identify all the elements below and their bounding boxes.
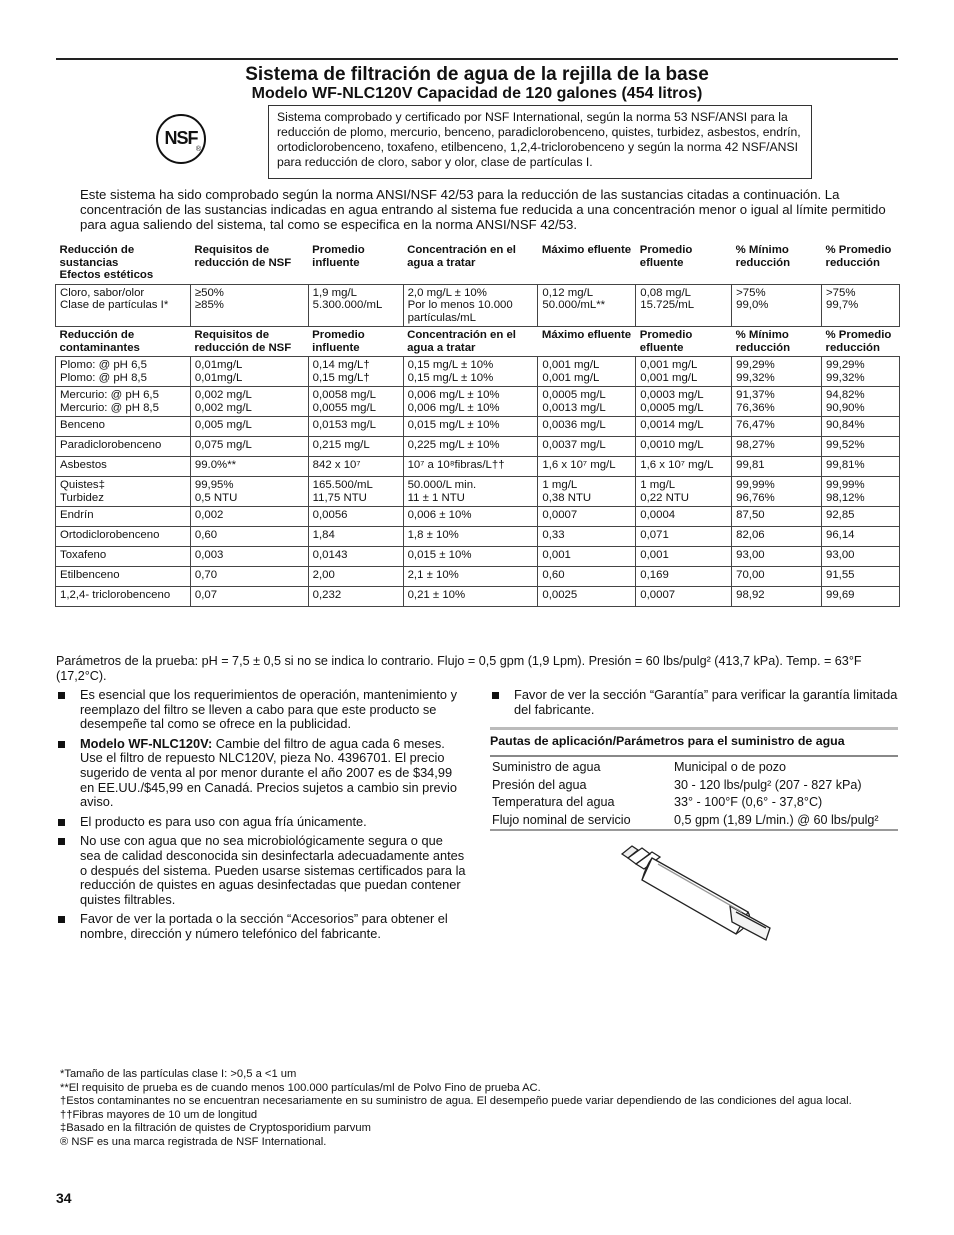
table-cell: 0,0005 mg/L 0,0013 mg/L xyxy=(538,387,636,417)
table-cell: 0,0025 xyxy=(538,587,636,607)
list-item: Modelo WF-NLC120V: Cambie del filtro de agua cada 6 meses. Use el filtro de repuesto NLC120V, pieza No. 4396701. El precio sugerido de venta al por menor durante el año 2007 es de $34,99 en EE.UU./$45,99 en Canadá. Precios sujetos a cambio sin previo aviso. xyxy=(56,737,466,810)
footnote: ††Fibras mayores de 10 um de longitud xyxy=(60,1108,258,1121)
table-cell: 0,08 mg/L 15.725/mL xyxy=(636,284,732,327)
table-cell: 1 mg/L 0,38 NTU xyxy=(538,477,636,507)
table-row xyxy=(490,777,881,795)
table-cell: 0,002 mg/L 0,002 mg/L xyxy=(190,387,308,417)
table-cell: ≥50% ≥85% xyxy=(190,284,308,327)
table-cell: 99.0%** xyxy=(190,457,308,477)
table-cell: 0,0003 mg/L 0,0005 mg/L xyxy=(636,387,732,417)
table-cell: 1,9 mg/L 5.300.000/mL xyxy=(308,284,403,327)
table-cell: 0,0153 mg/L xyxy=(308,417,403,437)
table-cell: 87,50 xyxy=(732,507,822,527)
table-cell: 2,00 xyxy=(308,567,403,587)
table-cell: 0,015 ± 10% xyxy=(403,547,538,567)
table-cell: 76,47% xyxy=(732,417,822,437)
table-cell: % Mínimo reducción xyxy=(735,329,791,354)
table-cell: 0,006 mg/L ± 10% 0,006 mg/L ± 10% xyxy=(403,387,538,417)
table-cell: 96,14 xyxy=(822,527,900,547)
table-cell: Benceno xyxy=(56,417,191,437)
table-cell: Plomo: @ pH 6,5 Plomo: @ pH 8,5 xyxy=(56,357,191,387)
table-cell: Ortodiclorobenceno xyxy=(56,527,191,547)
table-cell: 93,00 xyxy=(732,547,822,567)
application-heading: Pautas de aplicación/Parámetros para el suministro de agua xyxy=(490,727,898,748)
table-cell: 0,071 xyxy=(636,527,732,547)
bullet-square-icon xyxy=(58,741,65,748)
table-cell: 1,8 ± 10% xyxy=(403,527,538,547)
table-cell: Promedio efluente xyxy=(639,244,693,269)
table-cell: Endrín xyxy=(56,507,191,527)
nsf-logo: NSF ® xyxy=(156,114,206,164)
list-item: No use con agua que no sea microbiológicamente segura o que sea de calidad desconocida sin desinfectarla adecuadamente antes o después del sistema. Pueden usarse sistemas certificados para la reducción de quistes en aguas desinfectadas que puedan contener quistes filtrables. xyxy=(56,834,466,907)
table-cell: 0,0036 mg/L xyxy=(538,417,636,437)
table-cell: 98,27% xyxy=(732,437,822,457)
table-cell: 0,0007 xyxy=(538,507,636,527)
table-cell: 0,5 gpm (1,89 L/min.) @ 60 lbs/pulg² xyxy=(674,812,879,827)
table-cell: 0,21 ± 10% xyxy=(403,587,538,607)
page-number: 34 xyxy=(56,1190,72,1206)
table-cell: Toxafeno xyxy=(56,547,191,567)
table-row xyxy=(56,284,900,327)
table-cell: % Mínimo reducción xyxy=(735,244,791,269)
application-separator xyxy=(490,755,898,757)
table-cell: Quistes‡ Turbidez xyxy=(56,477,191,507)
table-cell: Concentración en el agua a tratar xyxy=(407,244,516,269)
table-cell: % Promedio reducción xyxy=(825,244,892,269)
footnote: †Estos contaminantes no se encuentran necesariamente en su suministro de agua. El desempeño puede variar dependiendo de las condiciones del agua local. xyxy=(60,1095,852,1107)
table-row xyxy=(56,507,900,527)
table-cell: 1,2,4- triclorobenceno xyxy=(56,587,191,607)
table-cell: 0,60 xyxy=(538,567,636,587)
table-cell: % Promedio reducción xyxy=(825,329,892,354)
footnotes xyxy=(60,1068,900,1149)
table-cell: 0,07 xyxy=(190,587,308,607)
table-cell: 0,0010 mg/L xyxy=(636,437,732,457)
table-cell: 99,81 xyxy=(732,457,822,477)
table-cell: 0,01mg/L 0,01mg/L xyxy=(190,357,308,387)
table-cell: 99,95% 0,5 NTU xyxy=(190,477,308,507)
table-cell: 0,001 xyxy=(538,547,636,567)
certification-box: Sistema comprobado y certificado por NSF International, según la norma 53 NSF/ANSI para la reducción de plomo, mercurio, benceno, paradiclorobenceno, quistes, turbidez, asbestos, endrín, ortodiclorobenceno, toxafeno, etilbenceno, 1,2,4-triclorobenceno y según la norma 42 NSF/ANSI para reducción de cloro, sabor y olor, clase de partículas I. xyxy=(268,105,812,179)
table-cell: 30 - 120 lbs/pulg² (207 - 827 kPa) xyxy=(674,777,862,792)
table-cell: 2,0 mg/L ± 10% Por lo menos 10.000 partículas/mL xyxy=(403,284,538,327)
table-cell: 0,0004 xyxy=(636,507,732,527)
table-cell: 99,99% 96,76% xyxy=(732,477,822,507)
table-cell: Promedio influente xyxy=(312,329,365,354)
table-cell: 0,005 mg/L xyxy=(190,417,308,437)
table-cell: 92,85 xyxy=(822,507,900,527)
table-cell: 0,0014 mg/L xyxy=(636,417,732,437)
table-cell: 0,0037 mg/L xyxy=(538,437,636,457)
table-cell: 93,00 xyxy=(822,547,900,567)
table-cell: 0,169 xyxy=(636,567,732,587)
table-cell: 82,06 xyxy=(732,527,822,547)
table-cell: 0,215 mg/L xyxy=(308,437,403,457)
table-cell: 0,12 mg/L 50.000/mL** xyxy=(538,284,636,327)
table-cell: 0,14 mg/L† 0,15 mg/L† xyxy=(308,357,403,387)
table-cell: 90,84% xyxy=(822,417,900,437)
table-cell: 1,84 xyxy=(308,527,403,547)
table-cell: 0,232 xyxy=(308,587,403,607)
bullet-square-icon xyxy=(58,819,65,826)
table-cell: 0,001 xyxy=(636,547,732,567)
table-cell: 0,015 mg/L ± 10% xyxy=(403,417,538,437)
table-cell: 91,55 xyxy=(822,567,900,587)
test-parameters: Parámetros de la prueba: pH = 7,5 ± 0,5 si no se indica lo contrario. Flujo = 0,5 gpm (1,9 Lpm). Presión = 60 lbs/pulg² (413,7 kPa). Temp. = 63°F (17,2°C). xyxy=(56,654,862,683)
bullet-square-icon xyxy=(58,692,65,699)
table-cell: Etilbenceno xyxy=(56,567,191,587)
table-row xyxy=(56,437,900,457)
table-cell: Reducción de contaminantes xyxy=(59,329,140,354)
table-cell: 99,99% 98,12% xyxy=(822,477,900,507)
table-row xyxy=(56,457,900,477)
table-row xyxy=(56,357,900,387)
table-row xyxy=(490,812,881,830)
table-row xyxy=(490,759,881,777)
table-row xyxy=(56,387,900,417)
page-subtitle: Modelo WF-NLC120V Capacidad de 120 galones (454 litros) xyxy=(251,85,703,102)
table-cell: Suministro de agua xyxy=(492,760,601,774)
table-cell: 0,006 ± 10% xyxy=(403,507,538,527)
table-cell: 99,29% 99,32% xyxy=(732,357,822,387)
table-cell: 0,70 xyxy=(190,567,308,587)
table-row xyxy=(56,547,900,567)
table-row xyxy=(56,417,900,437)
table-cell: Municipal o de pozo xyxy=(674,760,787,774)
table-cell: Máximo efluente xyxy=(541,329,632,341)
table-cell: Mercurio: @ pH 6,5 Mercurio: @ pH 8,5 xyxy=(56,387,191,417)
bullet-square-icon xyxy=(58,916,65,923)
table-row xyxy=(56,477,900,507)
table-cell: 50.000/L min. 11 ± 1 NTU xyxy=(403,477,538,507)
table-row xyxy=(490,794,881,812)
table-cell: 0,0007 xyxy=(636,587,732,607)
table-header-row xyxy=(56,327,900,357)
list-item: Favor de ver la sección “Garantía” para verificar la garantía limitada del fabricante. xyxy=(490,688,900,717)
list-item: El producto es para uso con agua fría únicamente. xyxy=(56,815,466,830)
table-cell: 0,225 mg/L ± 10% xyxy=(403,437,538,457)
table-cell: 0,0056 xyxy=(308,507,403,527)
table-cell: 70,00 xyxy=(732,567,822,587)
page-title: Sistema de filtración de agua de la rejilla de la base xyxy=(245,64,709,85)
table-cell: 99,81% xyxy=(822,457,900,477)
table-cell: 98,92 xyxy=(732,587,822,607)
filter-cartridge-illustration xyxy=(618,842,776,944)
bullet-list-right xyxy=(490,688,900,722)
table-cell: Requisitos de reducción de NSF xyxy=(194,244,292,269)
intro-paragraph: Este sistema ha sido comprobado según la norma ANSI/NSF 42/53 para la reducción de las sustancias citadas a continuación. La concentración de las sustancias indicadas en agua entrando al sistema fue reducida a una concentración menor o igual al límite permitido para agua saliendo del sistema, tal como se especifica en la norma ANSI/NSF 42/53. xyxy=(80,187,886,232)
table-cell: Requisitos de reducción de NSF xyxy=(194,329,292,354)
table-cell: Flujo nominal de servicio xyxy=(492,812,631,827)
table-cell: Reducción de sustancias Efectos estéticos xyxy=(59,244,154,281)
nsf-logo-text: NSF xyxy=(164,128,198,148)
bullet-square-icon xyxy=(58,838,65,845)
table-row xyxy=(56,527,900,547)
table-cell: Temperatura del agua xyxy=(492,795,615,809)
footnote: *Tamaño de las partículas clase I: >0,5 a <1 um xyxy=(60,1068,297,1080)
bullet-square-icon xyxy=(492,692,499,699)
table-cell: 0,60 xyxy=(190,527,308,547)
table-cell: 99,52% xyxy=(822,437,900,457)
table-cell: >75% 99,0% xyxy=(732,284,822,327)
table-cell: 1,6 x 10⁷ mg/L xyxy=(636,457,732,477)
table-cell: Máximo efluente xyxy=(541,244,632,256)
table-cell: 0,003 xyxy=(190,547,308,567)
table-cell: >75% 99,7% xyxy=(822,284,900,327)
table-cell: Paradiclorobenceno xyxy=(56,437,191,457)
footnote: ‡Basado en la filtración de quistes de Cryptosporidium parvum xyxy=(60,1122,371,1134)
bullet-list-left xyxy=(56,688,466,947)
list-item: Favor de ver la portada o la sección “Accesorios” para obtener el nombre, dirección y número telefónico del fabricante. xyxy=(56,912,466,941)
table-cell: 0,0143 xyxy=(308,547,403,567)
table-cell: Promedio efluente xyxy=(639,329,693,354)
table-cell: Promedio influente xyxy=(312,244,365,269)
table-cell: 2,1 ± 10% xyxy=(403,567,538,587)
table-cell: Asbestos xyxy=(56,457,191,477)
table-cell: 0,0058 mg/L 0,0055 mg/L xyxy=(308,387,403,417)
table-cell: 94,82% 90,90% xyxy=(822,387,900,417)
table-cell: 842 x 10⁷ xyxy=(308,457,403,477)
table-cell: 0,075 mg/L xyxy=(190,437,308,457)
table-row xyxy=(56,567,900,587)
table-cell: 33° - 100°F (0,6° - 37,8°C) xyxy=(674,795,823,809)
table-cell: 0,15 mg/L ± 10% 0,15 mg/L ± 10% xyxy=(403,357,538,387)
table-cell: 99,29% 99,32% xyxy=(822,357,900,387)
table-cell: 10⁷ a 10⁸fibras/L†† xyxy=(403,457,538,477)
table-cell: 0,33 xyxy=(538,527,636,547)
table-cell: Presión del agua xyxy=(492,777,587,792)
list-item: Es esencial que los requerimientos de operación, mantenimiento y reemplazo del filtro se lleven a cabo para que este producto se desempeñe tal como se ofrece en la publicidad. xyxy=(56,688,466,732)
application-bottom-rule xyxy=(490,829,898,831)
top-rule xyxy=(56,58,898,60)
table-cell: 1,6 x 10⁷ mg/L xyxy=(538,457,636,477)
table-cell: 0,002 xyxy=(190,507,308,527)
table-cell: 0,001 mg/L 0,001 mg/L xyxy=(636,357,732,387)
footnote: ® NSF es una marca registrada de NSF International. xyxy=(60,1135,327,1148)
table-cell: Cloro, sabor/olor Clase de partículas I* xyxy=(56,284,191,327)
reduction-table xyxy=(55,242,900,607)
table-cell: 0,001 mg/L 0,001 mg/L xyxy=(538,357,636,387)
table-cell: 1 mg/L 0,22 NTU xyxy=(636,477,732,507)
table-row xyxy=(56,587,900,607)
table-cell: 99,69 xyxy=(822,587,900,607)
footnote: **El requisito de prueba es de cuando menos 100.000 partículas/ml de Polvo Fino de prueba AC. xyxy=(60,1081,541,1094)
application-table xyxy=(490,759,881,829)
table-cell: 91,37% 76,36% xyxy=(732,387,822,417)
table-header-row xyxy=(56,242,900,284)
table-cell: 165.500/mL 11,75 NTU xyxy=(308,477,403,507)
table-cell: Concentración en el agua a tratar xyxy=(407,329,516,354)
